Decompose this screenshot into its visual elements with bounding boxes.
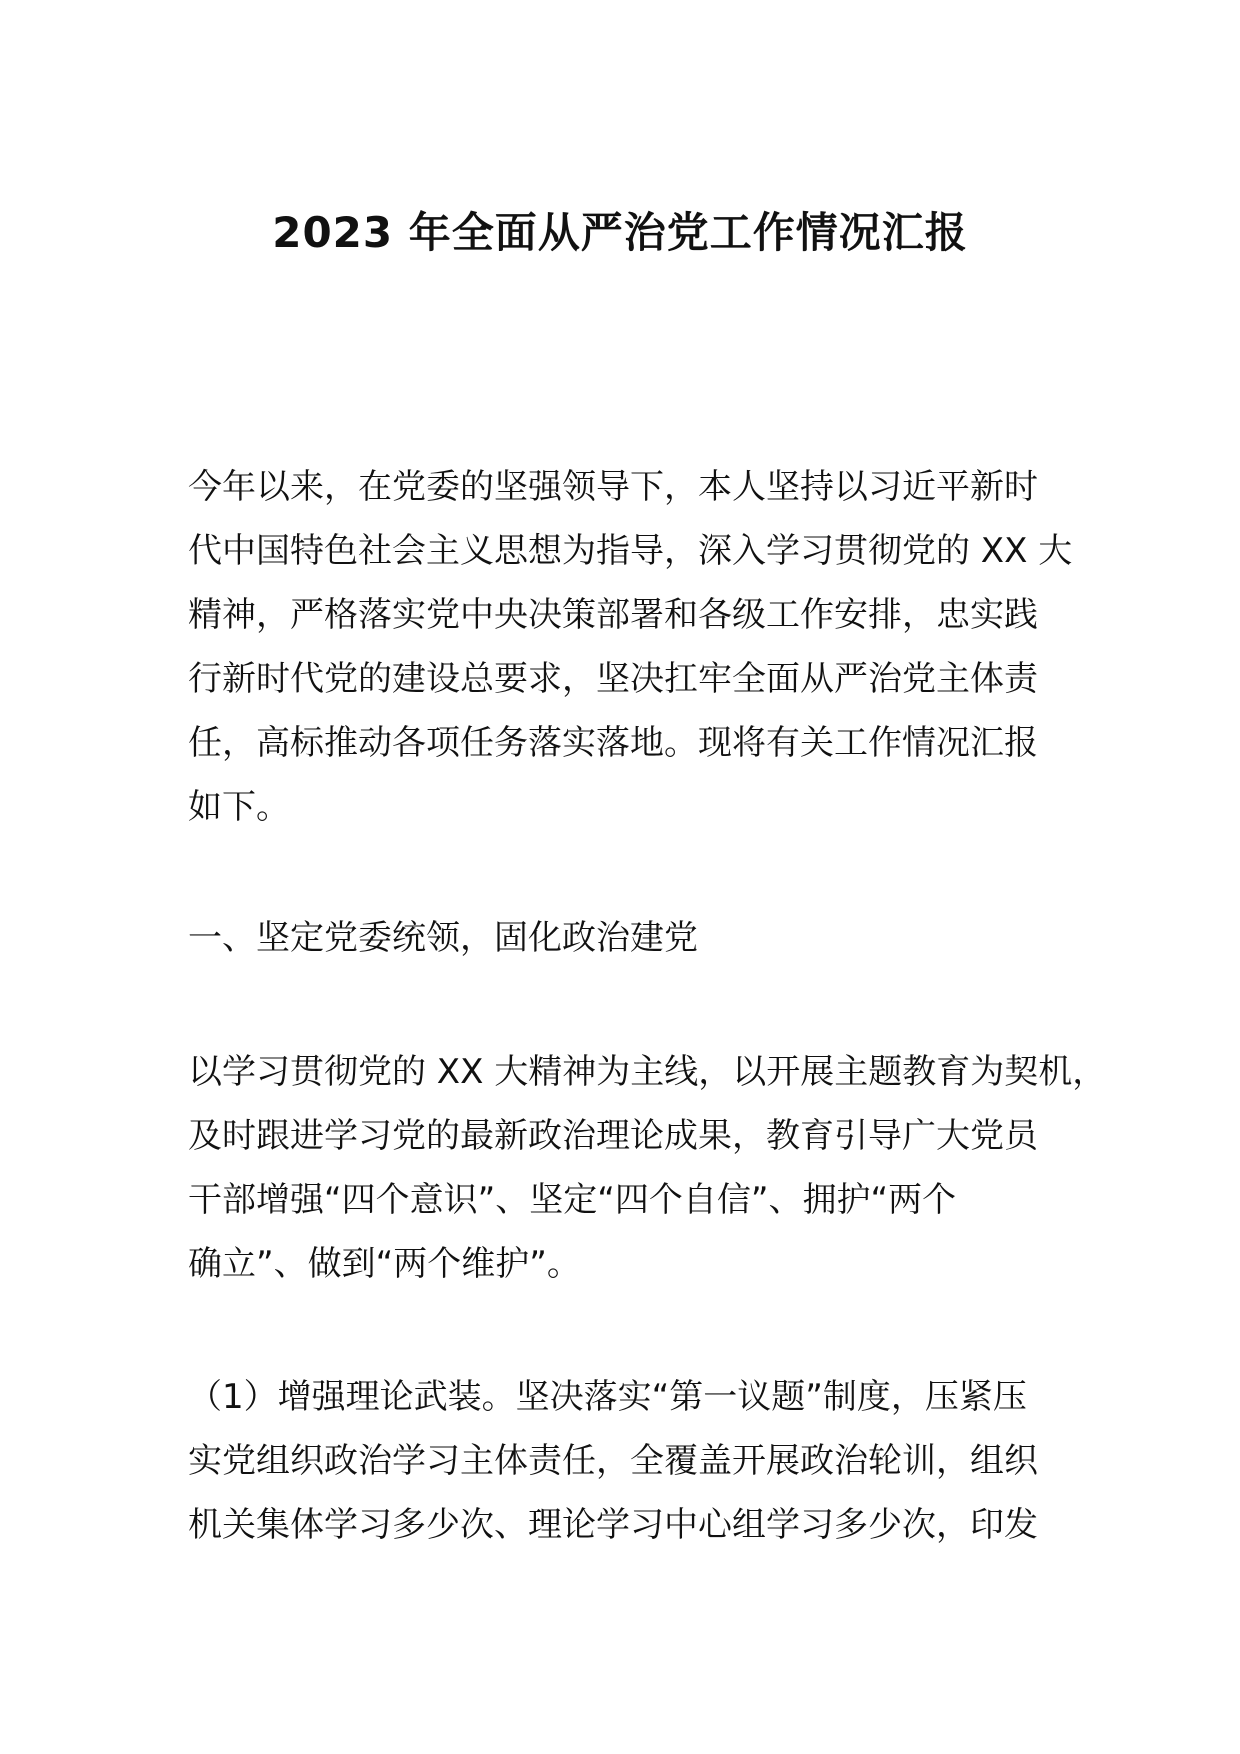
section-paragraph [188,1040,1107,1296]
intro-paragraph [188,455,1073,839]
paragraph-line: 干部增强“四个意识”、坚定“四个自信”、拥护“两个 [188,1180,957,1220]
paragraph-line: 任，高标推动各项任务落实落地。现将有关工作情况汇报 [188,723,1038,763]
paragraph-line: 如下。 [188,787,290,827]
paragraph-line: 代中国特色社会主义思想为指导，深入学习贯彻党的 XX 大 [188,531,1073,571]
subsection-paragraph [188,1365,1068,1557]
section-heading [188,906,1068,970]
paragraph-line: 及时跟进学习党的最新政治理论成果，教育引导广大党员 [188,1116,1038,1156]
paragraph-line: （1）增强理论武装。坚决落实“第一议题”制度，压紧压 [188,1377,1027,1417]
paragraph-line: 机关集体学习多少次、理论学习中心组学习多少次，印发 [188,1505,1038,1545]
paragraph-line: 实党组织政治学习主体责任，全覆盖开展政治轮训，组织 [188,1441,1038,1481]
paragraph-line: 确立”、做到“两个维护”。 [188,1244,581,1284]
paragraph-line: 行新时代党的建设总要求，坚决扛牢全面从严治党主体责 [188,659,1038,699]
section-heading-text: 一、坚定党委统领，固化政治建党 [188,918,698,958]
document-title: 2023 年全面从严治党工作情况汇报 [272,208,968,257]
paragraph-line: 今年以来，在党委的坚强领导下，本人坚持以习近平新时 [188,467,1038,507]
paragraph-line: 精神，严格落实党中央决策部署和各级工作安排，忠实践 [188,595,1038,635]
paragraph-line: 以学习贯彻党的 XX 大精神为主线，以开展主题教育为契机， [188,1052,1107,1092]
